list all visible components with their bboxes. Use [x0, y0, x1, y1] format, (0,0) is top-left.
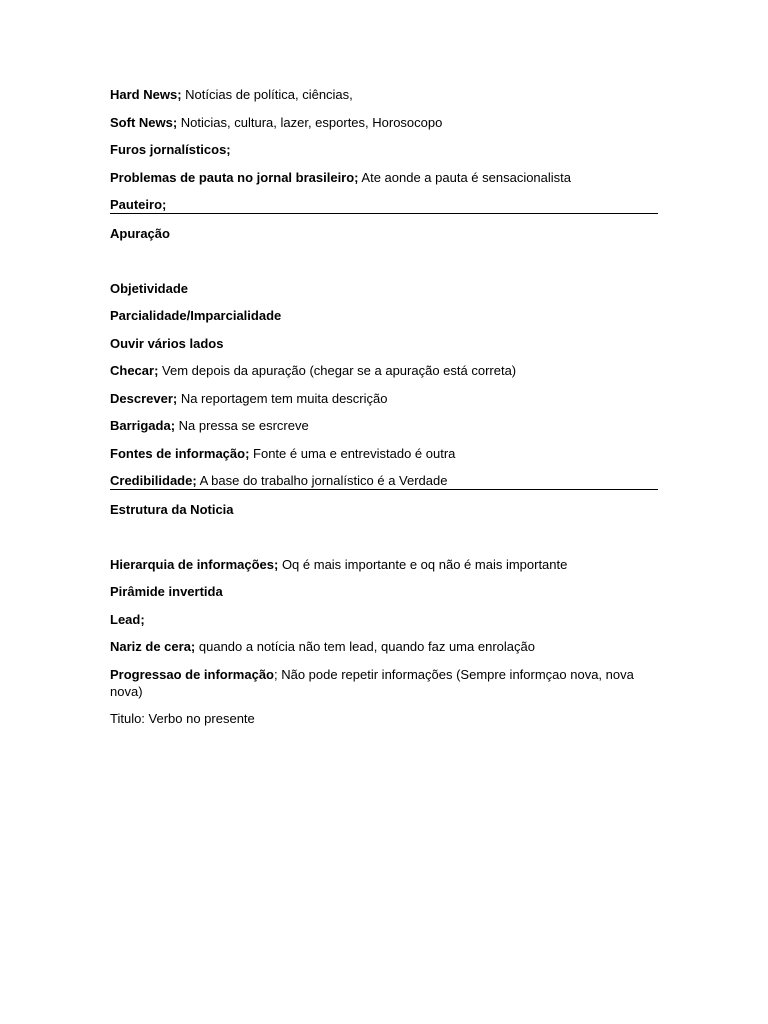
- term-label: Parcialidade/Imparcialidade: [110, 308, 282, 323]
- term-label: Checar;: [110, 363, 159, 378]
- term-label: Barrigada;: [110, 418, 176, 433]
- term-label: Ouvir vários lados: [110, 335, 224, 351]
- term-description: Noticias, cultura, lazer, esportes, Horosocopo: [177, 114, 443, 130]
- term-description: A base do trabalho jornalístico é a Verdade: [196, 473, 448, 488]
- term-description: Ate aonde a pauta é sensacionalista: [358, 169, 572, 185]
- paragraph-barrigada: [110, 417, 658, 434]
- paragraph-furos: [110, 141, 658, 158]
- term-description: Vem depois da apuração (chegar se a apuração está correta): [158, 363, 517, 378]
- term-description: ; Não pode repetir informações (Sempre informçao nova, nova nova): [110, 666, 634, 699]
- term-label: Hard News;: [110, 87, 182, 102]
- term-description: Oq é mais importante e oq não é mais importante: [278, 556, 568, 572]
- term-label: Lead;: [110, 611, 145, 627]
- term-description: Fonte é uma e entrevistado é outra: [249, 445, 456, 461]
- term-description: Na reportagem tem muita descrição: [177, 390, 388, 406]
- paragraph-descrever: [110, 390, 658, 407]
- term-label: Soft News;: [110, 114, 178, 130]
- term-label: Credibilidade;: [110, 473, 197, 488]
- paragraph-pauteiro: [110, 196, 658, 214]
- term-label: Furos jornalísticos;: [110, 142, 231, 157]
- paragraph-problemas-pauta: [110, 169, 658, 186]
- paragraph-hierarquia: [110, 556, 658, 573]
- term-description: Na pressa se esrcreve: [175, 418, 309, 433]
- paragraph-fontes: [110, 445, 658, 462]
- term-label: Descrever;: [110, 390, 178, 406]
- term-label: Progressao de informação: [110, 666, 274, 682]
- paragraph-credibilidade: [110, 472, 658, 490]
- paragraph-nariz-de-cera: [110, 638, 658, 655]
- term-label: Fontes de informação;: [110, 445, 250, 461]
- paragraph-ouvir-lados: [110, 335, 658, 352]
- section-heading-apuracao: [110, 225, 658, 242]
- paragraph-objetividade: [110, 280, 658, 297]
- term-description: quando a notícia não tem lead, quando faz uma enrolação: [195, 639, 535, 654]
- term-label: Apuração: [110, 225, 170, 241]
- paragraph-checar: [110, 362, 658, 379]
- term-label: Nariz de cera;: [110, 639, 196, 654]
- paragraph-hard-news: [110, 86, 658, 103]
- section-heading-estrutura: [110, 501, 658, 518]
- term-label: Estrutura da Noticia: [110, 501, 234, 517]
- term-label: Hierarquia de informações;: [110, 556, 279, 572]
- paragraph-lead: [110, 611, 658, 628]
- paragraph-titulo: [110, 710, 658, 727]
- empty-line: [110, 528, 658, 545]
- paragraph-soft-news: [110, 114, 658, 131]
- paragraph-progressao: [110, 666, 658, 700]
- term-description: Notícias de política, ciências,: [181, 87, 353, 102]
- term-description: Titulo: Verbo no presente: [110, 711, 255, 726]
- document-page: [110, 86, 658, 738]
- term-label: Pauteiro;: [110, 197, 167, 212]
- term-label: Problemas de pauta no jornal brasileiro;: [110, 169, 359, 185]
- term-label: Objetividade: [110, 280, 189, 296]
- paragraph-piramide: [110, 583, 658, 600]
- empty-line: [110, 252, 658, 269]
- paragraph-parcialidade: [110, 307, 658, 324]
- term-label: Pirâmide invertida: [110, 584, 223, 599]
